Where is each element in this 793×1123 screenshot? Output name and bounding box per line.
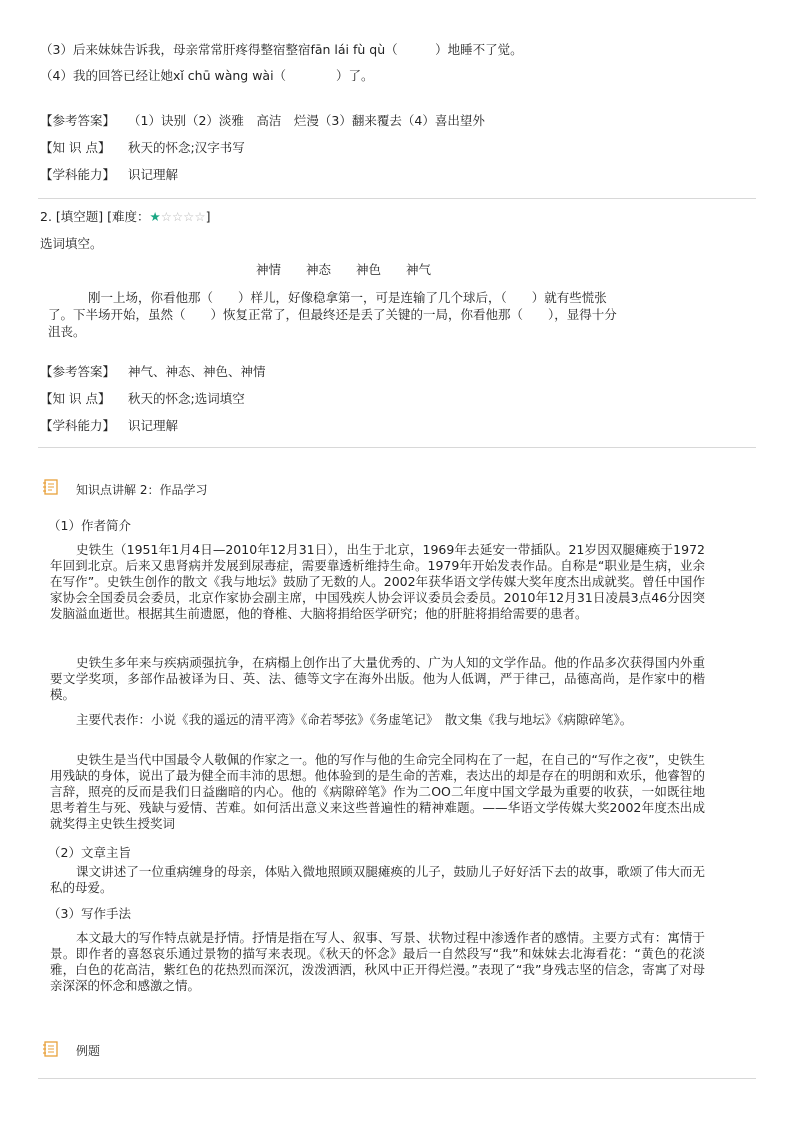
q1-ability-row bbox=[40, 165, 178, 183]
q2-passage-line1: 刚一上场，你看他那（ ）样儿，好像稳拿第一，可是连输了几个球后，（ ）就有些慌张 bbox=[88, 290, 607, 305]
difficulty-star-empty: ☆☆☆☆ bbox=[160, 209, 206, 224]
q2-passage-line2: 了。下半场开始，虽然（ ）恢复正常了，但最终还是丢了关键的一局，你看他那（ ），显得十分 bbox=[48, 307, 617, 322]
author-heading: （1）作者简介 bbox=[48, 518, 131, 533]
knowledge-text: 秋天的怀念;选词填空 bbox=[128, 391, 245, 406]
q2-header-end: ] bbox=[205, 209, 211, 224]
q2-knowledge-row bbox=[40, 389, 245, 407]
method-paragraph: 本文最大的写作特点就是抒情。抒情是指在写人、叙事、写景、状物过程中渗透作者的感情。主要方式有：寓情于景。即作者的喜怒哀乐通过景物的描写来表现。《秋天的怀念》最后一自然段写“我”和妹妹去北海看花：“黄色的花淡雅，白色的花高洁，紫红色的花热烈而深沉，泼泼洒洒，秋风中正开得烂漫。”表现了“我”身残志坚的信念，寄寓了对母亲深深的怀念和感激之情。 bbox=[50, 930, 705, 993]
ability-label: 【学科能力】 bbox=[40, 167, 116, 182]
author-paragraph-3: 主要代表作：小说《我的遥远的清平湾》《命若琴弦》《务虚笔记》 散文集《我与地坛》《病隙碎笔》。 bbox=[76, 712, 633, 727]
answer-text: （1）诀别（2）淡雅 高洁 烂漫（3）翻来覆去（4）喜出望外 bbox=[128, 113, 485, 128]
divider bbox=[38, 447, 756, 448]
q1-line3: （3）后来妹妹告诉我，母亲常常肝疼得整宿整宿fān lái fù qù（ ）地睡不了觉。 bbox=[40, 42, 523, 57]
q2-word-options: 神情 神态 神色 神气 bbox=[256, 262, 432, 277]
answer-text: 神气、神态、神色、神情 bbox=[128, 364, 266, 379]
q2-header-text: 2. [填空题] [难度： bbox=[40, 209, 150, 224]
author-paragraph-2: 史铁生多年来与疾病顽强抗争，在病榻上创作出了大量优秀的、广为人知的文学作品。他的作品多次获得国内外重要文学奖项，多部作品被译为日、英、法、德等文字在海外出版。他为人低调，严于律己，品德高尚，是作家中的楷模。 bbox=[50, 655, 705, 702]
ability-text: 识记理解 bbox=[128, 418, 179, 433]
q2-ability-row bbox=[40, 416, 178, 434]
q2-answer-row bbox=[40, 362, 266, 380]
theme-paragraph: 课文讲述了一位重病缠身的母亲，体贴入微地照顾双腿瘫痪的儿子，鼓励儿子好好活下去的故事，歌颂了伟大而无私的母爱。 bbox=[50, 864, 705, 895]
q2-passage-line3: 沮丧。 bbox=[48, 324, 86, 339]
divider bbox=[38, 198, 756, 199]
method-heading: （3）写作手法 bbox=[48, 906, 131, 921]
book-icon bbox=[42, 478, 60, 496]
answer-label: 【参考答案】 bbox=[40, 113, 116, 128]
divider bbox=[38, 1078, 756, 1079]
section-title-examples: 例题 bbox=[76, 1044, 101, 1058]
difficulty-star-filled: ★ bbox=[149, 209, 161, 224]
knowledge-text: 秋天的怀念;汉字书写 bbox=[128, 140, 245, 155]
ability-label: 【学科能力】 bbox=[40, 418, 116, 433]
knowledge-label: 【知 识 点】 bbox=[40, 391, 111, 406]
section-title-knowledge: 知识点讲解 2：作品学习 bbox=[76, 483, 208, 497]
author-paragraph-4: 史铁生是当代中国最令人敬佩的作家之一。他的写作与他的生命完全同构在了一起，在自己的“写作之夜”，史铁生用残缺的身体，说出了最为健全而丰沛的思想。他体验到的是生命的苦难，表达出的却是存在的明朗和欢乐，他睿智的言辞，照亮的反而是我们日益幽暗的内心。他的《病隙碎笔》作为二OO二年度中国文学最为重要的收获，一如既往地思考着生与死、残缺与爱情、苦难。如何活出意义来这些普遍性的精神难题。——华语文学传媒大奖2002年度杰出成就奖得主史铁生授奖词 bbox=[50, 752, 705, 831]
answer-label: 【参考答案】 bbox=[40, 364, 116, 379]
theme-heading: （2）文章主旨 bbox=[48, 845, 131, 860]
q1-answer-row bbox=[40, 111, 485, 129]
ability-text: 识记理解 bbox=[128, 167, 179, 182]
knowledge-label: 【知 识 点】 bbox=[40, 140, 111, 155]
q1-knowledge-row bbox=[40, 138, 245, 156]
document-icon bbox=[42, 1040, 60, 1058]
q2-instruction: 选词填空。 bbox=[40, 236, 103, 251]
author-paragraph-1: 史铁生（1951年1月4日—2010年12月31日），出生于北京，1969年去延安一带插队。21岁因双腿瘫痪于1972年回到北京。后来又患肾病并发展到尿毒症，需要靠透析维持生命。1979年开始发表作品。自称是“职业是生病，业余在写作”。史铁生创作的散文《我与地坛》鼓励了无数的人。2002年获华语文学传媒大奖年度杰出成就奖。曾任中国作家协会全国委员会委员，北京作家协会副主席，中国残疾人协会评议委员会委员。2010年12月31日凌晨3点46分因突发脑溢血逝世。根据其生前遗愿，他的脊椎、大脑将捐给医学研究；他的肝脏将捐给需要的患者。 bbox=[50, 542, 705, 621]
q2-header bbox=[40, 207, 210, 225]
q1-line4: （4）我的回答已经让她xǐ chū wàng wài（ ）了。 bbox=[40, 68, 374, 83]
